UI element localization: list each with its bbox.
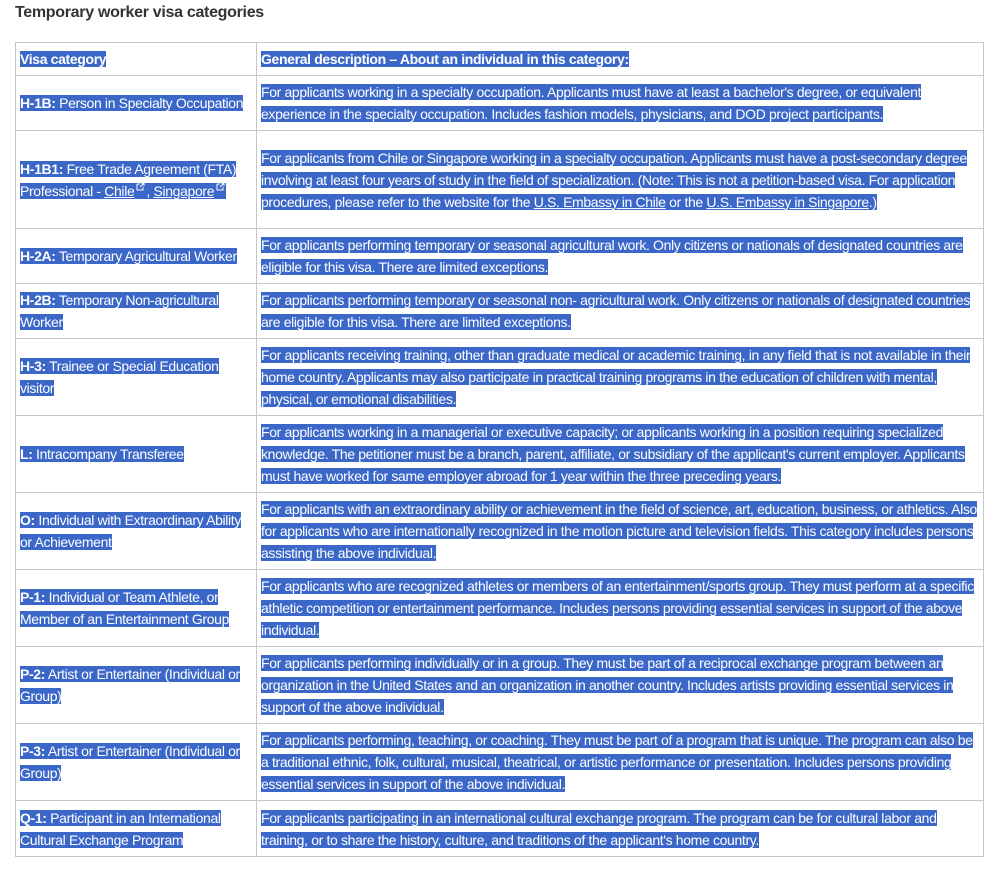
visa-category-cell — [16, 647, 257, 724]
visa-category-cell — [16, 570, 257, 647]
visa-description: For applicants receiving training, other than graduate medical or academic training, in any field that is not available in their home country. Applicants may also participate in practical training programs in the education of children with mental, physical, or emotional disabilities. — [261, 347, 971, 407]
visa-code: H-1B: — [20, 95, 56, 111]
visa-category-cell — [16, 339, 257, 416]
chile-link[interactable]: Chile — [104, 182, 135, 199]
table-row — [16, 284, 984, 339]
external-link-icon — [136, 182, 145, 191]
visa-description: For applicants from Chile or Singapore working in a specialty occupation. Applicants must have a post-secondary degree involving at least four years of study in the field of specialization. (Note: This is not a petition-based visa. For application procedures, please refer to the website for the — [261, 149, 967, 210]
visa-code: H-2B: — [20, 292, 56, 308]
visa-name: Temporary Non-agricultural Worker — [20, 292, 219, 330]
visa-code: H-3: — [20, 358, 46, 374]
visa-category-cell — [16, 724, 257, 801]
visa-name: Free Trade Agreement (FTA) Professional - — [20, 160, 237, 199]
visa-name: Participant in an International Cultural Exchange Program — [20, 809, 221, 848]
visa-name: Trainee or Special Education visitor — [20, 358, 219, 396]
visa-description-cell — [257, 76, 984, 131]
page-title: Temporary worker visa categories — [15, 4, 264, 21]
table-header-row — [16, 43, 984, 76]
visa-description: For applicants working in a managerial or executive capacity; or applicants working in a position requiring specialized knowledge. The petitioner must be a branch, parent, affiliate, or subsidiary of the applicant's current employer. Applicants must have worked for same employer abroad for 1 year within the three preceding years. — [261, 424, 965, 484]
visa-name: Intracompany Transferee — [32, 446, 184, 462]
table-row — [16, 647, 984, 724]
visa-categories-table — [15, 42, 984, 857]
table-row — [16, 339, 984, 416]
us-embassy-chile-link[interactable]: U.S. Embassy in Chile — [533, 193, 666, 210]
visa-category-cell — [16, 493, 257, 570]
visa-code: H-1B1: — [20, 160, 64, 177]
visa-description-cell — [257, 801, 984, 857]
visa-category-cell — [16, 131, 257, 229]
visa-description-cell — [257, 493, 984, 570]
table-row — [16, 76, 984, 131]
visa-category-cell — [16, 76, 257, 131]
visa-code: O: — [20, 512, 35, 528]
visa-description-cell — [257, 724, 984, 801]
visa-name: Person in Specialty Occupation — [55, 95, 244, 111]
visa-code: P-1: — [20, 589, 46, 605]
visa-category-cell — [16, 801, 257, 857]
visa-category-cell — [16, 416, 257, 493]
visa-name: Temporary Agricultural Worker — [55, 248, 237, 264]
visa-code: Q-1: — [20, 809, 47, 826]
visa-code: P-2: — [20, 666, 46, 682]
table-row — [16, 570, 984, 647]
visa-description-cell — [257, 570, 984, 647]
table-row — [16, 229, 984, 284]
link-separator: , — [146, 182, 154, 199]
visa-code: H-2A: — [20, 248, 56, 264]
visa-description: For applicants participating in an international cultural exchange program. The program can be for cultural labor and training, or to share the history, culture, and traditions of the applicant's home country. — [261, 809, 937, 848]
visa-description: For applicants performing temporary or seasonal non- agricultural work. Only citizens or nationals of designated countries are eligible for this visa. There are limited exceptions. — [261, 292, 971, 330]
visa-code: L: — [20, 446, 33, 462]
table-row — [16, 416, 984, 493]
visa-category-cell — [16, 284, 257, 339]
table-row — [16, 493, 984, 570]
visa-description: For applicants who are recognized athletes or members of an entertainment/sports group. They must perform at a specific athletic competition or entertainment performance. Includes persons providing essential services in support of the above individual. — [261, 578, 974, 638]
header-general-description: General description – About an individual in this category: — [257, 43, 984, 76]
visa-name: Artist or Entertainer (Individual or Group) — [20, 743, 240, 781]
visa-name: Individual with Extraordinary Ability or Achievement — [20, 512, 241, 550]
external-link-icon — [216, 182, 225, 191]
visa-description: For applicants working in a specialty occupation. Applicants must have at least a bachelor's degree, or equivalent experience in the specialty occupation. Includes fashion models, physicians, and DOD project participants. — [261, 84, 922, 122]
visa-description-cell — [257, 339, 984, 416]
visa-code: P-3: — [20, 743, 46, 759]
visa-description: For applicants with an extraordinary ability or achievement in the field of science, art, education, business, or athletics. Also for applicants who are internationally recognized in the motion picture and television fields. This category includes persons assisting the above individual. — [261, 501, 977, 561]
description-closing: .) — [868, 193, 877, 210]
visa-name: Individual or Team Athlete, or Member of an Entertainment Group — [20, 589, 230, 627]
visa-description: For applicants performing temporary or seasonal agricultural work. Only citizens or nationals of designated countries are eligible for this visa. There are limited exceptions. — [261, 237, 963, 275]
description-connector: or the — [665, 193, 707, 210]
singapore-link[interactable]: Singapore — [153, 182, 215, 199]
header-visa-category: Visa category — [16, 43, 257, 76]
table-row — [16, 801, 984, 857]
visa-description-cell — [257, 416, 984, 493]
visa-description-cell — [257, 647, 984, 724]
visa-description: For applicants performing individually or in a group. They must be part of a reciprocal exchange program between an organization in the United States and an organization in another country. Includes artists providing essential services in support of the above individual. — [261, 655, 954, 715]
visa-description-cell — [257, 229, 984, 284]
visa-description-cell — [257, 131, 984, 229]
table-row — [16, 131, 984, 229]
visa-name: Artist or Entertainer (Individual or Group) — [20, 666, 240, 704]
us-embassy-singapore-link[interactable]: U.S. Embassy in Singapore — [706, 193, 869, 210]
table-row — [16, 724, 984, 801]
visa-category-cell — [16, 229, 257, 284]
visa-description-cell — [257, 284, 984, 339]
visa-description: For applicants performing, teaching, or coaching. They must be part of a program that is unique. The program can also be a traditional ethnic, folk, cultural, musical, theatrical, or artistic performance or presentation. Includes persons providing essential services in support of the above individual. — [261, 732, 973, 792]
